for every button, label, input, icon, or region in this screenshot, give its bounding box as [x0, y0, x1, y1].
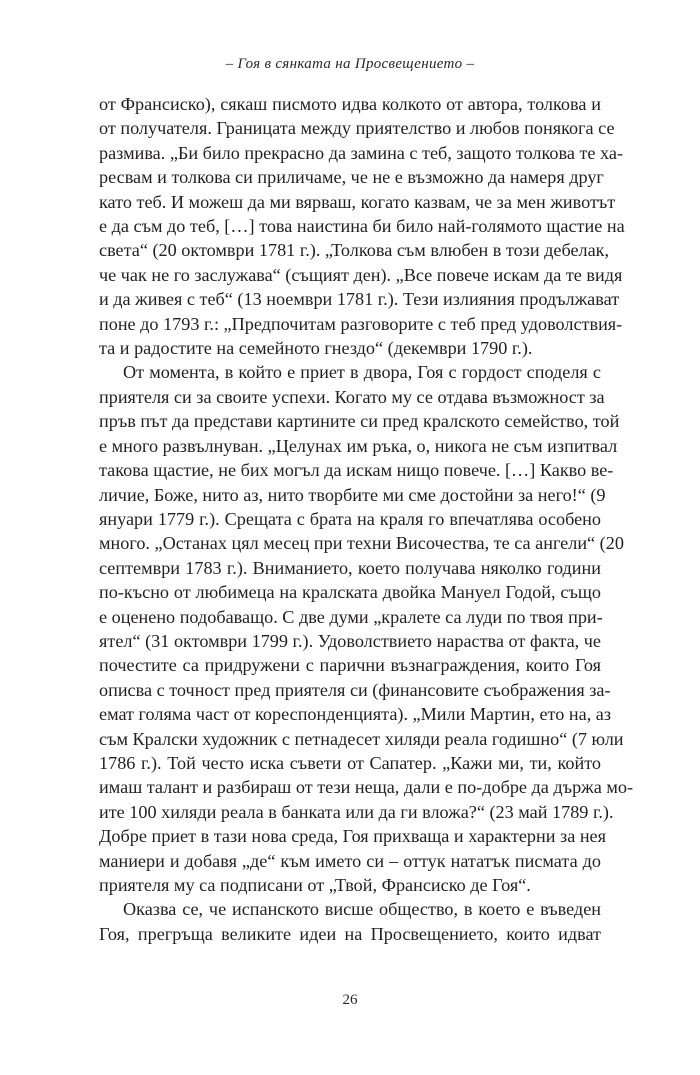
text-line: поне до 1793 г.: „Предпочитам разговорите с теб пред удоволствия- — [99, 313, 623, 334]
text-line: приятеля му са подписани от „Твой, Франсиско де Гоя“. — [99, 875, 531, 895]
paragraph-3 — [99, 897, 601, 946]
text-line: пръв път да представи картините си пред кралското семейство, той — [99, 411, 620, 432]
text-line: съм Кралски художник с петнадесет хиляди реала годишно“ (7 юли — [99, 728, 624, 749]
running-head: – Гоя в сянката на Просвещението – — [225, 56, 475, 72]
text-line: Добре приет в тази нова среда, Гоя прихваща и характерни за нея — [99, 826, 606, 847]
text-line: ите 100 хиляди реала в банката или да ги вложа?“ (23 май 1789 г.). — [99, 801, 614, 822]
text-line: емат голяма част от кореспонденцията). „Мили Мартин, ето на, аз — [99, 704, 612, 725]
text-line: по-късно от любимеца на кралската двойка Мануел Годой, също — [99, 582, 601, 603]
text-line: е да съм до теб, […] това наистина би било най-голямото щастие на — [99, 216, 625, 237]
text-line: е много развълнуван. „Целунах им ръка, о, никога не съм изпитвал — [99, 435, 618, 456]
text-line: е оценено подобаващо. С две думи „кралете са луди по твоя при- — [99, 606, 603, 627]
text-line: ресвам и толкова си приличаме, че не е възможно да намеря друг — [99, 167, 604, 188]
text-line: че чак не го заслужава“ (същият ден). „Все повече искам да те видя — [99, 264, 623, 285]
text-line: От момента, в който е приет в двора, Гоя с гордост споделя с — [123, 362, 601, 383]
text-line: маниери и добавя „де“ към името си – оттук нататък писмата до — [99, 850, 601, 871]
text-line: ятел“ (31 октомври 1799 г.). Удоволствието нараства от факта, че — [99, 630, 601, 651]
text-line: от Франсиско), сякаш писмото идва колкото от автора, толкова и — [99, 94, 601, 114]
paragraph-2 — [99, 360, 634, 897]
text-line: света“ (20 октомври 1781 г.). „Толкова съм влюбен в този дебелак, — [99, 240, 610, 261]
text-line: приятеля си за своите успехи. Когато му се отдава възможност за — [99, 386, 605, 407]
text-line: Оказва се, че испанското висше общество, в което е въведен — [123, 899, 601, 920]
text-line: размива. „Би било прекрасно да замина с теб, защото толкова те ха- — [99, 142, 624, 163]
text-line: 1786 г.). Той често иска съвети от Сапатер. „Кажи ми, ти, който — [99, 752, 601, 773]
text-line: септември 1783 г.). Вниманието, което получава няколко години — [99, 557, 601, 578]
text-line: такова щастие, не бих могъл да искам нищо повече. […] Какво ве- — [99, 460, 614, 481]
text-line: много. „Останах цял месец при техни Височества, те са ангели“ (20 — [99, 533, 624, 554]
text-line: та и радостите на семейното гнездо“ (декември 1790 г.). — [99, 338, 533, 359]
text-line: от получателя. Границата между приятелство и любов понякога се — [99, 118, 615, 139]
text-line: описва с точност пред приятеля си (финансовите съображения за- — [99, 679, 611, 700]
text-line: като теб. И можеш да ми вярваш, когато казвам, че за мен животът — [99, 191, 616, 212]
text-line: имаш талант и разбираш от тези неща, дали е по-добре да държа мо- — [99, 777, 634, 798]
body-text — [99, 92, 634, 946]
text-line: личие, Боже, нито аз, нито творбите ми сме достойни за него!“ (9 — [99, 484, 606, 505]
paragraph-1 — [99, 92, 625, 360]
text-line: и да живея с теб“ (13 ноември 1781 г.). Тези излияния продължават — [99, 289, 620, 310]
text-line: Гоя, прегръща великите идеи на Просвещението, които идват — [99, 923, 601, 944]
text-line: почестите са придружени с парични възнаграждения, които Гоя — [99, 655, 601, 676]
text-line: януари 1779 г.). Срещата с брата на краля го впечатлява особено — [99, 508, 601, 529]
page-number: 26 — [342, 992, 358, 1008]
